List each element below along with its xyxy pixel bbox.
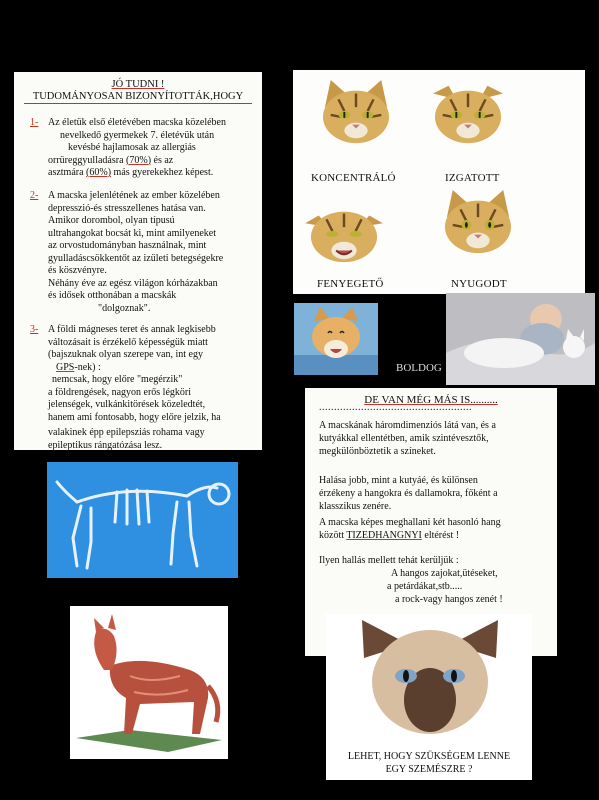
paragraph-line: a rock-vagy hangos zenét ! bbox=[395, 594, 503, 605]
label-happy: BOLDOG bbox=[396, 362, 442, 374]
fact-2-line: Néhány éve az egész világon kórházakban bbox=[48, 277, 218, 289]
cat-face-concentrating bbox=[317, 78, 395, 146]
tenth-tone-term: TIZEDHANGNYI bbox=[346, 530, 422, 541]
fact-3-line: a földrengések, nagyon erős légköri bbox=[48, 386, 192, 398]
fact-2-line: gyulladáscsökkentőt az izületi betegségekre bbox=[48, 252, 224, 264]
item-number-3: 3- bbox=[30, 324, 39, 335]
facts-title: JÓ TUDNI ! bbox=[111, 79, 165, 90]
asthma-percent: (60%) bbox=[86, 167, 112, 178]
facts-card bbox=[14, 72, 262, 450]
fact-1-line: kevésbé hajlamosak az allergiás bbox=[68, 142, 196, 153]
cat-face-threatening bbox=[305, 198, 383, 266]
paragraph-text: között bbox=[319, 530, 347, 541]
fact-3-line: jelenségek, vulkánkitörések közeledtét, bbox=[48, 399, 206, 410]
fact-2-line: az orvostudományban használnak, mint bbox=[48, 240, 207, 251]
fact-3-line: változásait is érzékelő képességük miatt bbox=[48, 336, 208, 348]
fact-3 bbox=[48, 324, 258, 452]
label-calm: NYUGODT bbox=[451, 278, 507, 290]
more-facts-title: DE VAN MÉG MÁS IS.......... bbox=[364, 394, 498, 406]
fact-3-line: A földi mágneses teret és annak legkisebb bbox=[48, 324, 216, 335]
siamese-cat-photo bbox=[350, 618, 510, 742]
cat-face-calm bbox=[439, 188, 517, 256]
fact-2-line: és idősek otthonában a macskák bbox=[48, 290, 177, 301]
cat-expressions-panel bbox=[293, 70, 585, 294]
label-concentrating: KONCENTRÁLÓ bbox=[311, 172, 396, 184]
facts-subtitle: TUDOMÁNYOSAN BIZONYÍTOTTÁK,HOGY bbox=[32, 91, 244, 102]
sight-paragraph bbox=[319, 419, 551, 458]
siamese-caption-line2: EGY SZEMÉSZRE ? bbox=[385, 764, 473, 775]
happy-cat-photo bbox=[294, 303, 378, 375]
fact-1-text: más gyerekekhez képest. bbox=[111, 167, 214, 178]
paragraph-text: eltérést ! bbox=[421, 530, 460, 541]
fact-1-text: orrüreggyulladásra bbox=[48, 154, 124, 166]
fact-1 bbox=[48, 117, 258, 180]
fact-1-text: asztmára bbox=[48, 167, 84, 178]
paragraph-line: klasszikus zenére. bbox=[319, 501, 392, 512]
item-number-2: 2- bbox=[30, 190, 39, 201]
fact-3-line: epileptikus rángatózása lesz. bbox=[48, 439, 163, 451]
fact-2-line: ultrahangokat bocsát ki, mint amilyeneket bbox=[48, 227, 217, 239]
fact-1-text: és az bbox=[151, 154, 174, 166]
fact-2-line: depresszió-és stresszellenes hatása van. bbox=[48, 202, 206, 214]
fact-2-line: Amikor dorombol, olyan típusú bbox=[48, 215, 175, 226]
paragraph-line: A hangos zajokat,ütéseket, bbox=[391, 568, 498, 579]
fact-2 bbox=[48, 190, 258, 315]
paragraph-line: A macska képes meghallani két hasonló hang bbox=[319, 517, 501, 528]
paragraph-line: A macskának háromdimenziós látá van, és a bbox=[319, 420, 496, 431]
siamese-cat-card bbox=[326, 614, 532, 780]
label-threatening: FENYEGETŐ bbox=[317, 278, 384, 290]
fact-3-line: nemcsak, hogy előre "megérzik" bbox=[52, 374, 183, 385]
label-excited: IZGATOTT bbox=[445, 172, 500, 184]
fact-1-line: Az életük első életévében macska közelében bbox=[48, 117, 226, 128]
hearing-paragraph bbox=[319, 474, 551, 513]
item-number-1: 1- bbox=[30, 117, 39, 128]
tone-paragraph bbox=[319, 516, 551, 542]
fact-3-text: -nek) : bbox=[74, 361, 101, 373]
fact-2-line: "dolgoznak". bbox=[98, 302, 151, 314]
fact-3-line: valakinek épp epilepsziás rohama vagy bbox=[48, 427, 205, 438]
allergy-percent: (70%) bbox=[126, 154, 152, 166]
fact-3-line: hanem ami fontosabb, hogy előre jelzik, ha bbox=[48, 411, 221, 423]
paragraph-line: a petárdákat,stb..... bbox=[387, 581, 463, 592]
siamese-caption: LEHET, HOGY SZÜKSÉGEM LENNE bbox=[347, 751, 511, 762]
fact-3-line: (bajszuknak olyan szerepe van, int egy bbox=[48, 349, 203, 360]
avoid-paragraph bbox=[319, 554, 551, 606]
paragraph-line: megkülönböztetik a színeket. bbox=[319, 446, 436, 457]
fact-2-line: A macska jelenlétének az ember közelében bbox=[48, 190, 220, 201]
paragraph-line: Halása jobb, mint a kutyáé, és különsen bbox=[319, 475, 478, 486]
paragraph-line: kutyákkal ellentétben, amik szintévesztők, bbox=[319, 433, 489, 444]
baby-with-cat-photo bbox=[446, 293, 595, 385]
cat-muscle-model-image bbox=[70, 606, 228, 759]
cat-face-excited bbox=[429, 78, 507, 146]
title-underline bbox=[24, 103, 252, 104]
gps-term: GPS bbox=[56, 361, 75, 373]
paragraph-line: érzékeny a hangokra és dallamokra, főként a bbox=[319, 488, 498, 499]
fact-1-line: nevelkedő gyermekek 7. életévük után bbox=[60, 129, 215, 141]
fact-2-line: és köszvényre. bbox=[48, 265, 107, 276]
dotted-rule: ................................................... bbox=[319, 402, 472, 413]
paragraph-line: Ilyen hallás mellett tehát kerüljük : bbox=[319, 555, 459, 566]
cat-skeleton-image bbox=[47, 462, 238, 578]
